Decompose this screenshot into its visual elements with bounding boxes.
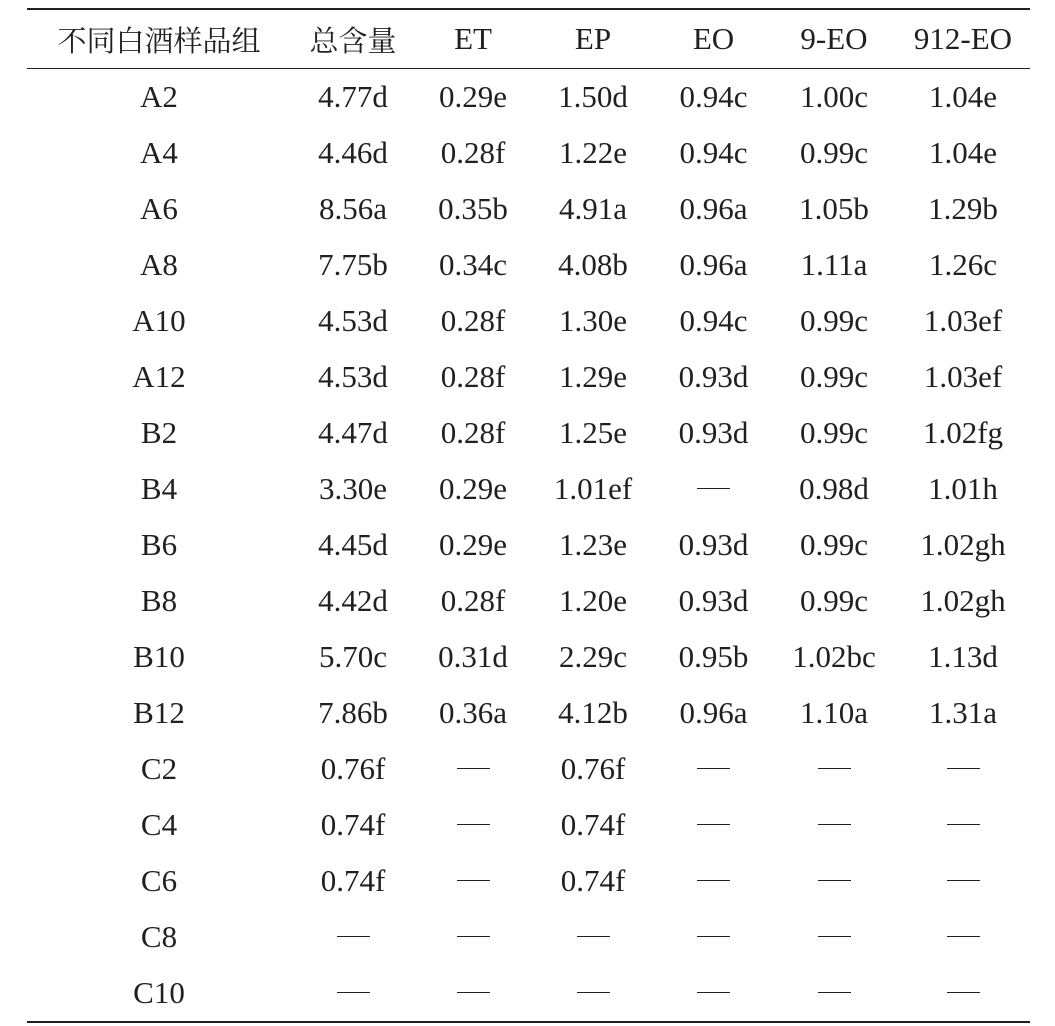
table-row xyxy=(27,573,1030,629)
cell-ep: 4.91a xyxy=(558,191,627,226)
cell-912-eo: 1.04e xyxy=(928,79,997,114)
cell-eo: 0.96a xyxy=(679,695,748,730)
cell-9-eo: 0.99c xyxy=(799,359,868,394)
table-row xyxy=(27,349,1030,405)
empty-value-dash xyxy=(457,880,490,881)
empty-value-dash xyxy=(818,936,851,937)
cell-eo: 0.93d xyxy=(678,415,749,450)
cell-et: 0.35b xyxy=(438,191,508,226)
header-ep: EP xyxy=(574,21,612,56)
cell-sample-group: B8 xyxy=(140,583,178,618)
cell-9-eo: 1.05b xyxy=(799,191,869,226)
cell-et xyxy=(415,741,531,797)
cell-912-eo: 1.02gh xyxy=(920,583,1006,618)
cell-et: 0.29e xyxy=(438,79,507,114)
cell-eo xyxy=(655,853,772,909)
table-row xyxy=(27,181,1030,237)
cell-912-eo: 1.01h xyxy=(928,471,998,506)
header-total-content: 总含量 xyxy=(309,23,397,58)
cell-9-eo xyxy=(772,965,896,1022)
cell-9-eo xyxy=(772,741,896,797)
cell-ep: 4.08b xyxy=(558,247,628,282)
cell-912-eo: 1.03ef xyxy=(923,303,1003,338)
header-et: ET xyxy=(454,21,492,56)
cell-total-content: 4.53d xyxy=(318,359,388,394)
cell-total-content: 0.74f xyxy=(320,863,386,898)
cell-eo: 0.93d xyxy=(678,359,749,394)
cell-et: 0.28f xyxy=(440,359,506,394)
cell-912-eo xyxy=(896,909,1030,965)
cell-sample-group: B6 xyxy=(140,527,178,562)
cell-eo: 0.94c xyxy=(679,135,748,170)
header-9-eo: 9-EO xyxy=(800,21,868,56)
cell-9-eo: 0.99c xyxy=(799,583,868,618)
empty-value-dash xyxy=(947,936,980,937)
cell-eo: 0.94c xyxy=(679,303,748,338)
cell-ep xyxy=(531,965,655,1022)
cell-total-content: 4.53d xyxy=(318,303,388,338)
table-row xyxy=(27,853,1030,909)
cell-eo: 0.93d xyxy=(678,583,749,618)
empty-value-dash xyxy=(947,768,980,769)
cell-sample-group: C6 xyxy=(140,863,178,898)
empty-value-dash xyxy=(457,992,490,993)
cell-9-eo: 0.99c xyxy=(799,527,868,562)
cell-et: 0.31d xyxy=(438,639,508,674)
table-row xyxy=(27,909,1030,965)
cell-9-eo: 0.99c xyxy=(799,303,868,338)
cell-912-eo: 1.13d xyxy=(928,639,998,674)
cell-eo: 0.96a xyxy=(679,247,748,282)
table-row xyxy=(27,461,1030,517)
empty-value-dash xyxy=(697,768,730,769)
empty-value-dash xyxy=(697,488,730,489)
cell-sample-group: B4 xyxy=(140,471,178,506)
empty-value-dash xyxy=(697,992,730,993)
table-row xyxy=(27,237,1030,293)
table-row xyxy=(27,741,1030,797)
cell-912-eo: 1.29b xyxy=(928,191,998,226)
cell-sample-group: A4 xyxy=(140,135,178,170)
cell-total-content: 4.77d xyxy=(318,79,388,114)
cell-912-eo: 1.26c xyxy=(928,247,997,282)
cell-9-eo: 1.00c xyxy=(799,79,868,114)
table-row xyxy=(27,293,1030,349)
cell-total-content xyxy=(291,909,415,965)
cell-et: 0.28f xyxy=(440,415,506,450)
cell-eo xyxy=(655,797,772,853)
cell-total-content: 0.76f xyxy=(320,751,386,786)
cell-ep: 1.01ef xyxy=(553,471,633,506)
cell-912-eo xyxy=(896,965,1030,1022)
cell-eo xyxy=(655,909,772,965)
cell-eo: 0.95b xyxy=(678,639,749,674)
cell-912-eo xyxy=(896,797,1030,853)
empty-value-dash xyxy=(457,936,490,937)
cell-sample-group: C4 xyxy=(140,807,178,842)
data-table-container xyxy=(27,8,1030,1023)
table-row xyxy=(27,965,1030,1022)
header-sample-group: 不同白酒样品组 xyxy=(57,23,261,58)
cell-9-eo xyxy=(772,909,896,965)
cell-et: 0.29e xyxy=(438,527,507,562)
cell-sample-group: C10 xyxy=(133,975,185,1010)
header-eo: EO xyxy=(692,21,735,56)
cell-ep: 0.74f xyxy=(560,807,626,842)
cell-ep: 1.23e xyxy=(558,527,627,562)
cell-eo xyxy=(655,965,772,1022)
empty-value-dash xyxy=(697,936,730,937)
cell-ep: 1.29e xyxy=(558,359,627,394)
empty-value-dash xyxy=(947,992,980,993)
table-row xyxy=(27,517,1030,573)
cell-total-content: 7.86b xyxy=(318,695,388,730)
cell-total-content: 7.75b xyxy=(318,247,388,282)
cell-eo: 0.94c xyxy=(679,79,748,114)
cell-912-eo: 1.02fg xyxy=(922,415,1004,450)
header-912-eo: 912-EO xyxy=(913,21,1013,56)
cell-sample-group: A10 xyxy=(132,303,186,338)
empty-value-dash xyxy=(577,992,610,993)
table-row xyxy=(27,685,1030,741)
cell-et: 0.28f xyxy=(440,583,506,618)
cell-et: 0.36a xyxy=(438,695,507,730)
cell-912-eo xyxy=(896,853,1030,909)
cell-9-eo: 0.99c xyxy=(799,415,868,450)
cell-912-eo: 1.04e xyxy=(928,135,997,170)
cell-eo xyxy=(655,461,772,517)
table-header-row xyxy=(27,9,1030,69)
cell-9-eo: 1.11a xyxy=(800,247,868,282)
empty-value-dash xyxy=(697,824,730,825)
table-row xyxy=(27,629,1030,685)
empty-value-dash xyxy=(818,824,851,825)
empty-value-dash xyxy=(457,768,490,769)
table-body xyxy=(27,69,1030,1023)
cell-et xyxy=(415,853,531,909)
cell-ep: 4.12b xyxy=(558,695,628,730)
empty-value-dash xyxy=(818,880,851,881)
cell-total-content: 3.30e xyxy=(318,471,387,506)
cell-912-eo xyxy=(896,741,1030,797)
cell-912-eo: 1.03ef xyxy=(923,359,1003,394)
cell-et xyxy=(415,965,531,1022)
cell-ep: 1.20e xyxy=(558,583,627,618)
empty-value-dash xyxy=(337,936,370,937)
empty-value-dash xyxy=(457,824,490,825)
empty-value-dash xyxy=(337,992,370,993)
cell-ep: 1.25e xyxy=(558,415,627,450)
cell-et: 0.28f xyxy=(440,135,506,170)
cell-9-eo: 1.10a xyxy=(799,695,868,730)
cell-ep: 1.30e xyxy=(558,303,627,338)
cell-ep: 1.22e xyxy=(558,135,627,170)
cell-sample-group: B2 xyxy=(140,415,178,450)
cell-9-eo: 1.02bc xyxy=(792,639,876,674)
cell-eo xyxy=(655,741,772,797)
data-table xyxy=(27,8,1030,1023)
cell-sample-group: A2 xyxy=(140,79,178,114)
cell-9-eo: 0.98d xyxy=(799,471,869,506)
cell-sample-group: B12 xyxy=(133,695,185,730)
empty-value-dash xyxy=(697,880,730,881)
table-row xyxy=(27,405,1030,461)
cell-total-content xyxy=(291,965,415,1022)
cell-et: 0.29e xyxy=(438,471,507,506)
cell-sample-group: B10 xyxy=(133,639,185,674)
cell-912-eo: 1.02gh xyxy=(920,527,1006,562)
cell-eo: 0.96a xyxy=(679,191,748,226)
cell-total-content: 4.45d xyxy=(318,527,388,562)
table-row xyxy=(27,797,1030,853)
cell-total-content: 8.56a xyxy=(318,191,387,226)
cell-ep xyxy=(531,909,655,965)
cell-sample-group: A12 xyxy=(132,359,186,394)
cell-9-eo: 0.99c xyxy=(799,135,868,170)
empty-value-dash xyxy=(947,880,980,881)
cell-9-eo xyxy=(772,853,896,909)
cell-et xyxy=(415,797,531,853)
table-row xyxy=(27,69,1030,126)
empty-value-dash xyxy=(577,936,610,937)
cell-sample-group: A8 xyxy=(140,247,178,282)
cell-ep: 0.74f xyxy=(560,863,626,898)
cell-total-content: 5.70c xyxy=(318,639,387,674)
cell-ep: 0.76f xyxy=(560,751,626,786)
cell-total-content: 0.74f xyxy=(320,807,386,842)
empty-value-dash xyxy=(947,824,980,825)
cell-et: 0.34c xyxy=(438,247,507,282)
cell-et xyxy=(415,909,531,965)
cell-eo: 0.93d xyxy=(678,527,749,562)
cell-ep: 1.50d xyxy=(558,79,628,114)
cell-total-content: 4.46d xyxy=(318,135,388,170)
cell-sample-group: A6 xyxy=(140,191,178,226)
cell-sample-group: C2 xyxy=(140,751,178,786)
empty-value-dash xyxy=(818,992,851,993)
cell-total-content: 4.47d xyxy=(318,415,388,450)
cell-9-eo xyxy=(772,797,896,853)
cell-912-eo: 1.31a xyxy=(928,695,997,730)
cell-sample-group: C8 xyxy=(140,919,178,954)
cell-ep: 2.29c xyxy=(558,639,627,674)
table-row xyxy=(27,125,1030,181)
cell-et: 0.28f xyxy=(440,303,506,338)
empty-value-dash xyxy=(818,768,851,769)
cell-total-content: 4.42d xyxy=(318,583,388,618)
